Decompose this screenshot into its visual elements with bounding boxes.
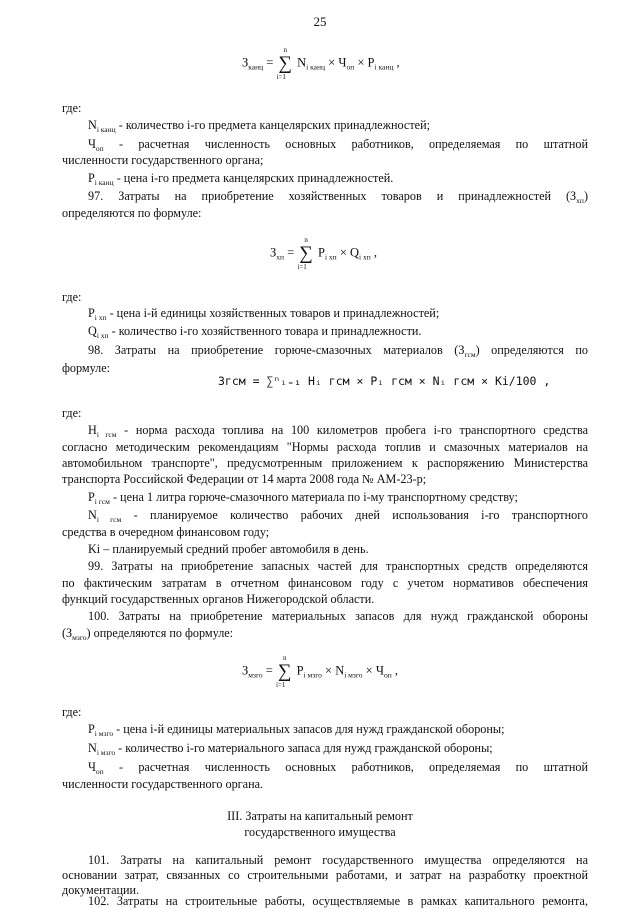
para-99: 99. Затраты на приобретение запасных частей для транспортных средств определяются bbox=[88, 559, 588, 573]
def-p-kanc: $P_{i канц}$ - цена i-го предмета канцелярских принадлежностей. bbox=[88, 171, 394, 187]
para-100-cont: $(З_{мзго})$ определяются по формуле: bbox=[62, 626, 234, 642]
formula-mzgo: $З_{мзго}$ = ∑ n i=1 $P_{i мзго} \times N_{i мзго} \times Ч_{оп}$ , bbox=[242, 654, 398, 689]
section-heading: государственного имущества bbox=[244, 825, 396, 839]
para-97: 97. Затраты на приобретение хозяйственных товаров и принадлежностей $(З_{хп})$ bbox=[88, 189, 588, 205]
formula-kanc: $З_{канц}$ = ∑ n i=1 $N_{i канц} \times Ч_{оп} \times P_{i канц}$ , bbox=[242, 46, 400, 81]
def-ch-op: $Ч_{оп}$ - расчетная численность основных работников, определяемая по штатной bbox=[88, 760, 588, 776]
para-98-cont: формуле: bbox=[62, 361, 111, 375]
def-n-gsm-cont: средства в очередном финансовом году; bbox=[62, 525, 270, 539]
para-99-cont: функций государственных органов Нижегородской области. bbox=[62, 592, 375, 606]
def-ch-op: $Ч_{оп}$ - расчетная численность основных работников, определяемая по штатной bbox=[88, 137, 588, 153]
para-101-cont: документации. bbox=[62, 883, 140, 897]
formula-hp: $З_{хп}$ = ∑ n i=1 $P_{i хп} \times Q_{i хп}$ , bbox=[270, 236, 378, 271]
def-q-hp: $Q_{i хп}$ - количество i-го хозяйственного товара и принадлежности. bbox=[88, 324, 422, 340]
para-99-cont: по фактическим затратам в отчетном финансовом году с учетом нормативов обеспечения bbox=[62, 576, 588, 590]
formula-gsm: Згсм = ∑ⁿᵢ₌₁ Hᵢ гсм × Pᵢ гсм × Nᵢ гсм × Ki/100 , bbox=[218, 374, 551, 388]
page-number: 25 bbox=[313, 14, 327, 29]
def-ch-op-cont: численности государственного органа. bbox=[62, 777, 264, 791]
para-97-cont: определяются по формуле: bbox=[62, 206, 202, 220]
def-ki: Ki – планируемый средний пробег автомобиля в день. bbox=[88, 542, 369, 556]
sum-symbol: ∑ n i=1 bbox=[297, 236, 313, 271]
where-label: где: bbox=[62, 101, 82, 115]
def-p-hp: $P_{i хп}$ - цена i-й единицы хозяйственных товаров и принадлежностей; bbox=[88, 306, 440, 322]
def-h-gsm-cont: автомобильном транспорте", предусмотренным приложением к распоряжению Министерства bbox=[62, 456, 588, 470]
section-heading: III. Затраты на капитальный ремонт bbox=[227, 809, 413, 823]
para-101-cont: основании затрат, связанных со строительными работами, и затрат на разработку проектной bbox=[62, 868, 588, 882]
def-n-gsm: $N_{i гсм}$ - планируемое количество рабочих дней использования i-го транспортного bbox=[88, 508, 588, 524]
def-h-gsm-cont: согласно методическим рекомендациям "Нормы расхода топлив и смазочных материалов на bbox=[62, 440, 588, 454]
where-label: где: bbox=[62, 406, 82, 420]
para-98: 98. Затраты на приобретение горюче-смазочных материалов $(З_{гсм})$ определяются по bbox=[88, 343, 588, 359]
where-label: где: bbox=[62, 290, 82, 304]
def-n-mzgo: $N_{i мзго}$ - количество i-го материального запаса для нужд гражданской обороны; bbox=[88, 741, 493, 757]
para-102: 102. Затраты на строительные работы, осуществляемые в рамках капитального ремонта, bbox=[88, 894, 588, 908]
def-ch-op-cont: численности государственного органа; bbox=[62, 153, 264, 167]
def-n-kanc: $N_{i канц}$ - количество i-го предмета канцелярских принадлежностей; bbox=[88, 118, 430, 134]
where-label: где: bbox=[62, 705, 82, 719]
sum-symbol: ∑ n i=1 bbox=[276, 46, 293, 81]
para-101: 101. Затраты на капитальный ремонт государственного имущества определяются на bbox=[88, 853, 588, 867]
para-100: 100. Затраты на приобретение материальных запасов для нужд гражданской обороны bbox=[88, 609, 588, 623]
def-h-gsm: $H_{i гсм}$ - норма расхода топлива на 100 километров пробега i-го транспортного средства bbox=[88, 423, 588, 439]
def-p-mzgo: $P_{i мзго}$ - цена i-й единицы материальных запасов для нужд гражданской обороны; bbox=[88, 722, 505, 738]
sum-symbol: ∑ n i=1 bbox=[275, 654, 292, 689]
def-p-gsm: $P_{i гсм}$ - цена 1 литра горюче-смазочного материала по i-му транспортному средству; bbox=[88, 490, 518, 506]
def-h-gsm-cont: транспорта Российской Федерации от 14 марта 2008 года № АМ-23-р; bbox=[62, 472, 427, 486]
